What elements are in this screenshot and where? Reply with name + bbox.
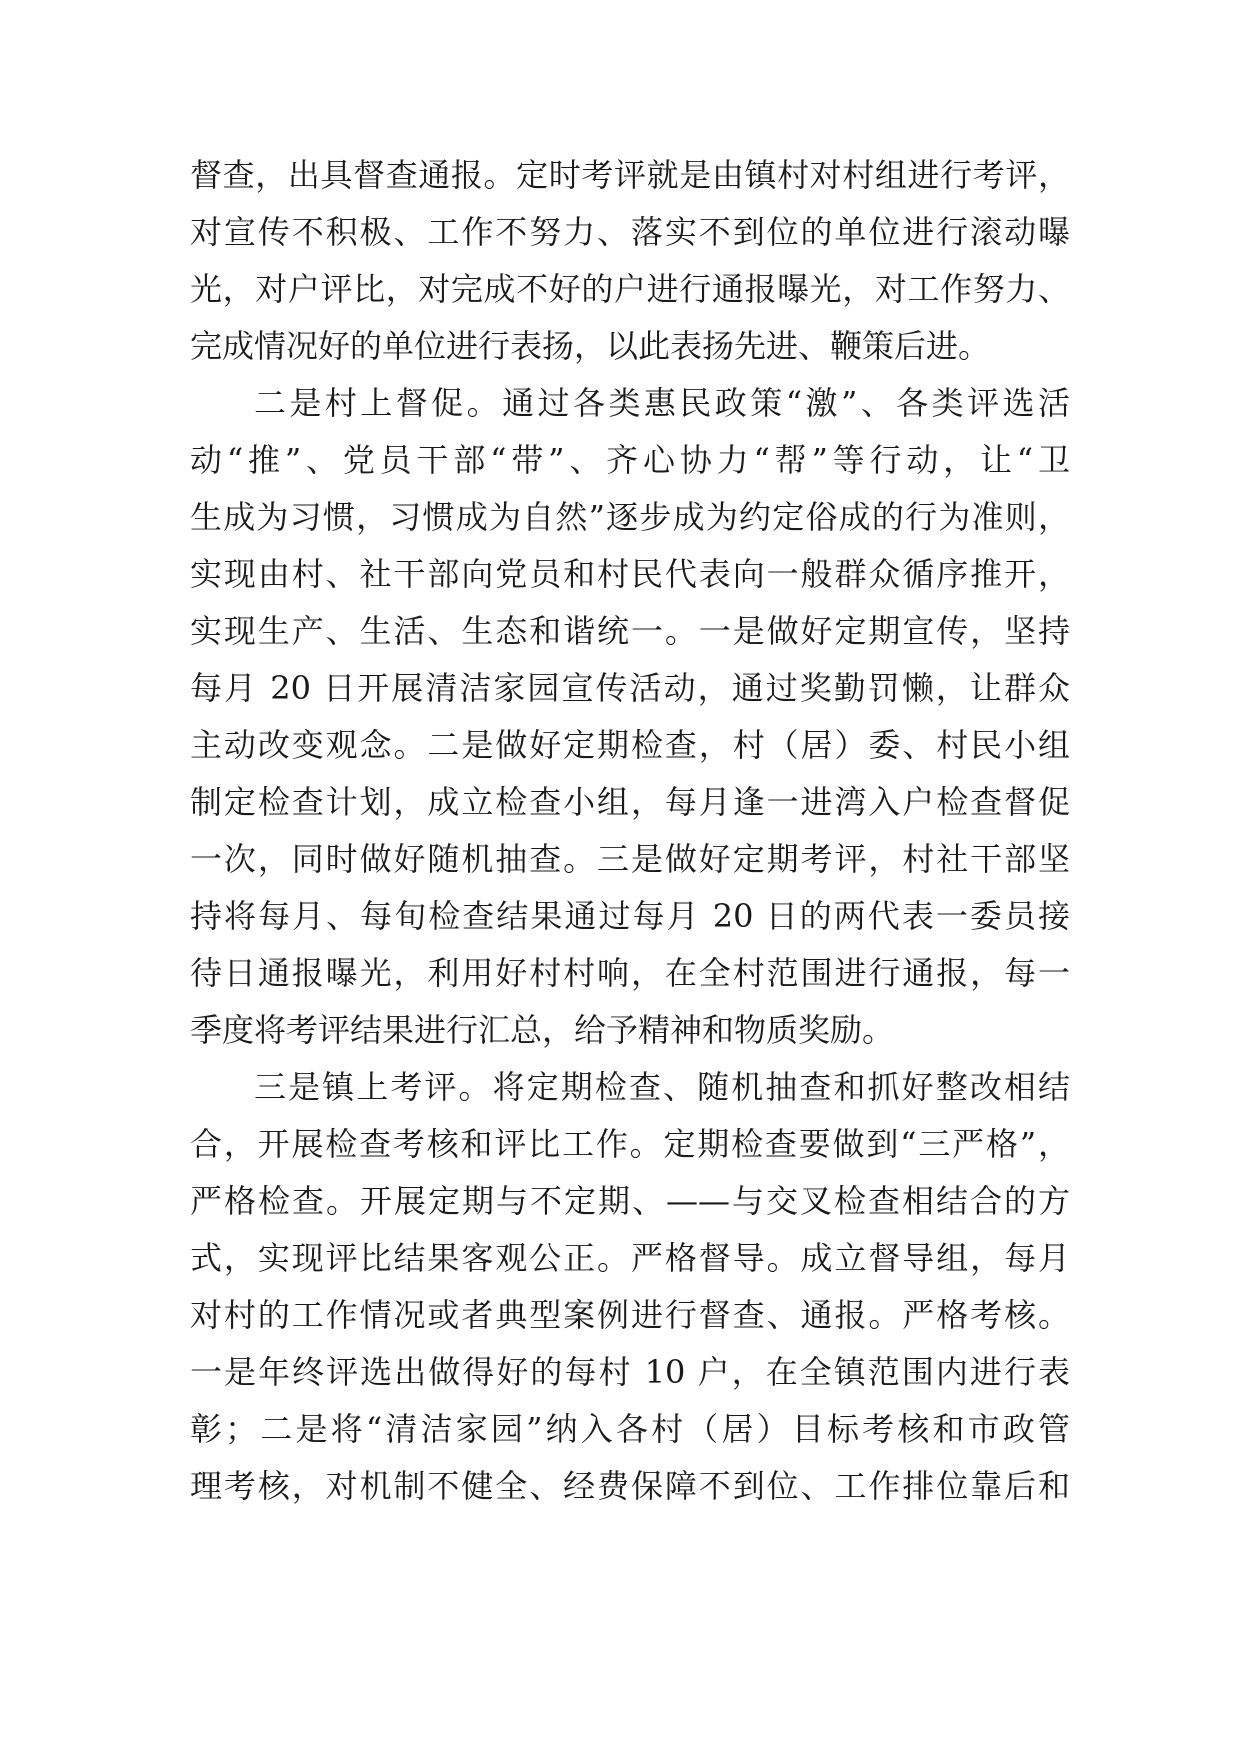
text-line: 一是年终评选出做得好的每村 10 户，在全镇范围内进行表 — [190, 1353, 1070, 1391]
paragraph-1 — [190, 147, 1070, 375]
text-line: 严格检查。开展定期与不定期、——与交叉检查相结合的方 — [190, 1182, 1070, 1220]
text-line: 待日通报曝光，利用好村村响，在全村范围进行通报，每一 — [190, 954, 1070, 992]
paragraph-3 — [190, 1059, 1070, 1515]
text-line: 督查，出具督查通报。定时考评就是由镇村对村组进行考评， — [190, 156, 1070, 194]
text-line: 季度将考评结果进行汇总，给予精神和物质奖励。 — [190, 1011, 895, 1049]
text-line: 实现由村、社干部向党员和村民代表向一般群众循序推开， — [190, 555, 1070, 593]
text-line: 生成为习惯，习惯成为自然”逐步成为约定俗成的行为准则， — [190, 498, 1070, 536]
text-line: 一次，同时做好随机抽查。三是做好定期考评，村社干部坚 — [190, 840, 1070, 878]
text-line: 主动改变观念。二是做好定期检查，村（居）委、村民小组 — [190, 726, 1070, 764]
text-line: 三是镇上考评。将定期检查、随机抽查和抓好整改相结 — [254, 1068, 1070, 1106]
text-line: 理考核，对机制不健全、经费保障不到位、工作排位靠后和 — [190, 1467, 1070, 1505]
text-line: 实现生产、生活、生态和谐统一。一是做好定期宣传，坚持 — [190, 612, 1070, 650]
text-line: 合，开展检查考核和评比工作。定期检查要做到“三严格”， — [190, 1125, 1070, 1163]
text-line: 持将每月、每旬检查结果通过每月 20 日的两代表一委员接 — [190, 897, 1070, 935]
text-line: 制定检查计划，成立检查小组，每月逢一进湾入户检查督促 — [190, 783, 1070, 821]
text-line: 对宣传不积极、工作不努力、落实不到位的单位进行滚动曝 — [190, 213, 1070, 251]
text-line: 完成情况好的单位进行表扬，以此表扬先进、鞭策后进。 — [190, 327, 991, 365]
text-line: 式，实现评比结果客观公正。严格督导。成立督导组，每月 — [190, 1239, 1070, 1277]
paragraph-2 — [190, 375, 1070, 1059]
text-line: 动“推”、党员干部“带”、齐心协力“帮”等行动，让“卫 — [190, 441, 1070, 479]
text-line: 每月 20 日开展清洁家园宣传活动，通过奖勤罚懒，让群众 — [190, 669, 1070, 707]
text-line: 光，对户评比，对完成不好的户进行通报曝光，对工作努力、 — [190, 270, 1070, 308]
text-line: 彰；二是将“清洁家园”纳入各村（居）目标考核和市政管 — [190, 1410, 1070, 1448]
body-text — [190, 147, 1070, 1515]
text-line: 对村的工作情况或者典型案例进行督查、通报。严格考核。 — [190, 1296, 1070, 1334]
text-line: 二是村上督促。通过各类惠民政策“激”、各类评选活 — [254, 384, 1070, 422]
